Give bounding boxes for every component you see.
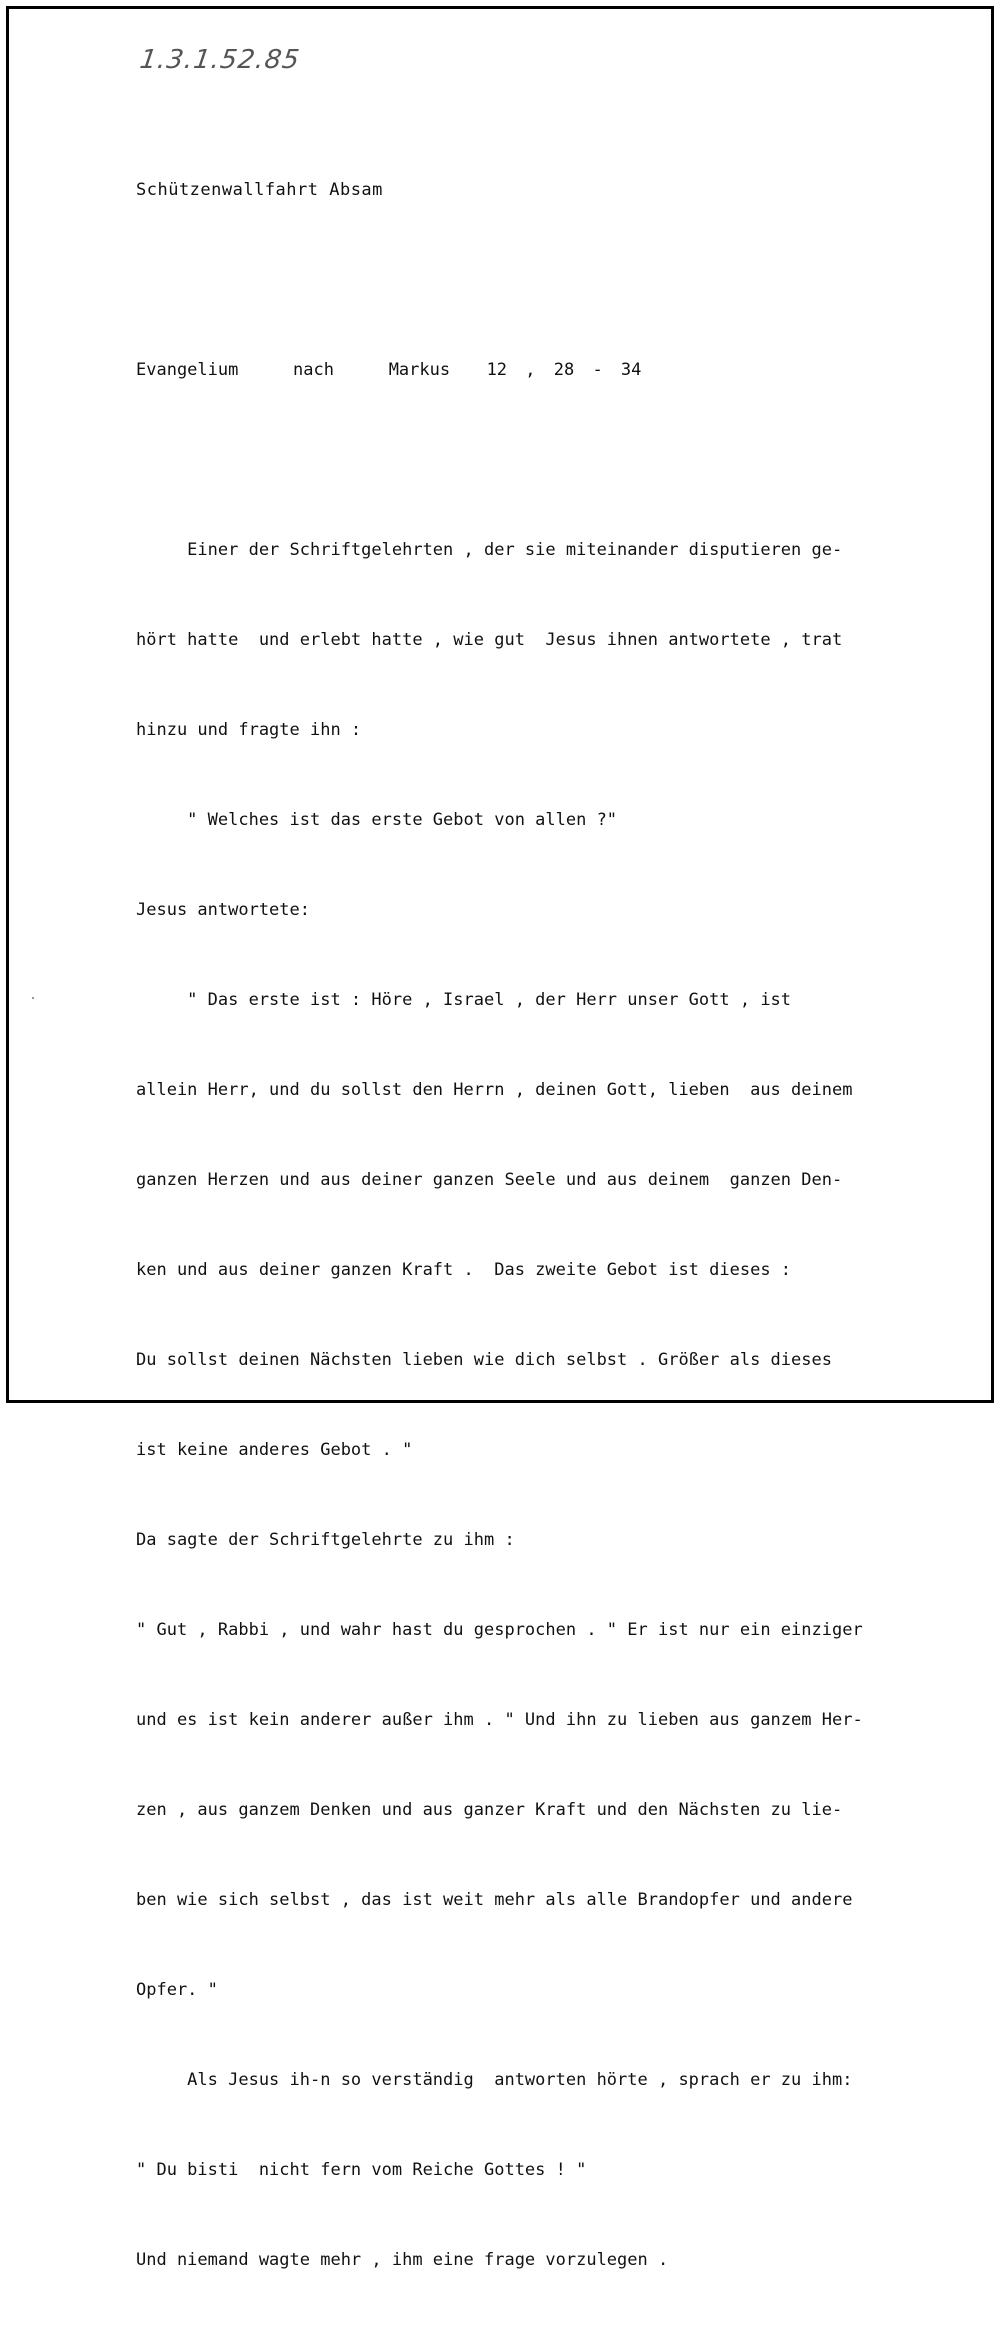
text-line: Opfer. "	[136, 1980, 218, 2000]
text-line: allein Herr, und du sollst den Herrn , deinen Gott, lieben aus deinem	[136, 1080, 853, 1100]
text-line: Und niemand wagte mehr , ihm eine frage vorzulegen .	[136, 2250, 669, 2270]
text-line: hinzu und fragte ihn :	[136, 720, 362, 740]
text-line: ganzen Herzen und aus deiner ganzen Seele und aus deinem ganzen Den-	[136, 1170, 843, 1190]
text-line: zen , aus ganzem Denken und aus ganzer Kraft und den Nächsten zu lie-	[136, 1800, 843, 1820]
text-line: Einer der Schriftgelehrten , der sie miteinander disputieren ge-	[136, 540, 843, 560]
text-line: Da sagte der Schriftgelehrte zu ihm :	[136, 1530, 515, 1550]
text-line: Du sollst deinen Nächsten lieben wie dich selbst . Größer als dieses	[136, 1350, 832, 1370]
text-line: " Welches ist das erste Gebot von allen ?"	[136, 810, 618, 830]
text-line: ist keine anderes Gebot . "	[136, 1440, 413, 1460]
handwritten-archive-number: 1.3.1.52.85	[137, 45, 302, 75]
text-line: ken und aus deiner ganzen Kraft . Das zweite Gebot ist dieses :	[136, 1260, 792, 1280]
document-title: Schützenwallfahrt Absam	[136, 180, 383, 200]
text-line: hört hatte und erlebt hatte , wie gut Jesus ihnen antwortete , trat	[136, 630, 843, 650]
text-line: ben wie sich selbst , das ist weit mehr als alle Brandopfer und andere	[136, 1890, 853, 1910]
gospel-heading: Evangelium nach Markus 12 , 28 - 34	[136, 360, 642, 380]
text-line: " Das erste ist : Höre , Israel , der Herr unser Gott , ist	[136, 990, 792, 1010]
text-line: " Gut , Rabbi , und wahr hast du gesprochen . " Er ist nur ein einziger	[136, 1620, 863, 1640]
text-line: Als Jesus ih-n so verständig antworten hörte , sprach er zu ihm:	[136, 2070, 853, 2090]
typed-text-block	[136, 115, 976, 2335]
margin-mark	[32, 997, 34, 999]
text-line: und es ist kein anderer außer ihm . " Und ihn zu lieben aus ganzem Her-	[136, 1710, 863, 1730]
text-line: Jesus antwortete:	[136, 900, 310, 920]
text-line: " Du bisti nicht fern vom Reiche Gottes ! "	[136, 2160, 587, 2180]
